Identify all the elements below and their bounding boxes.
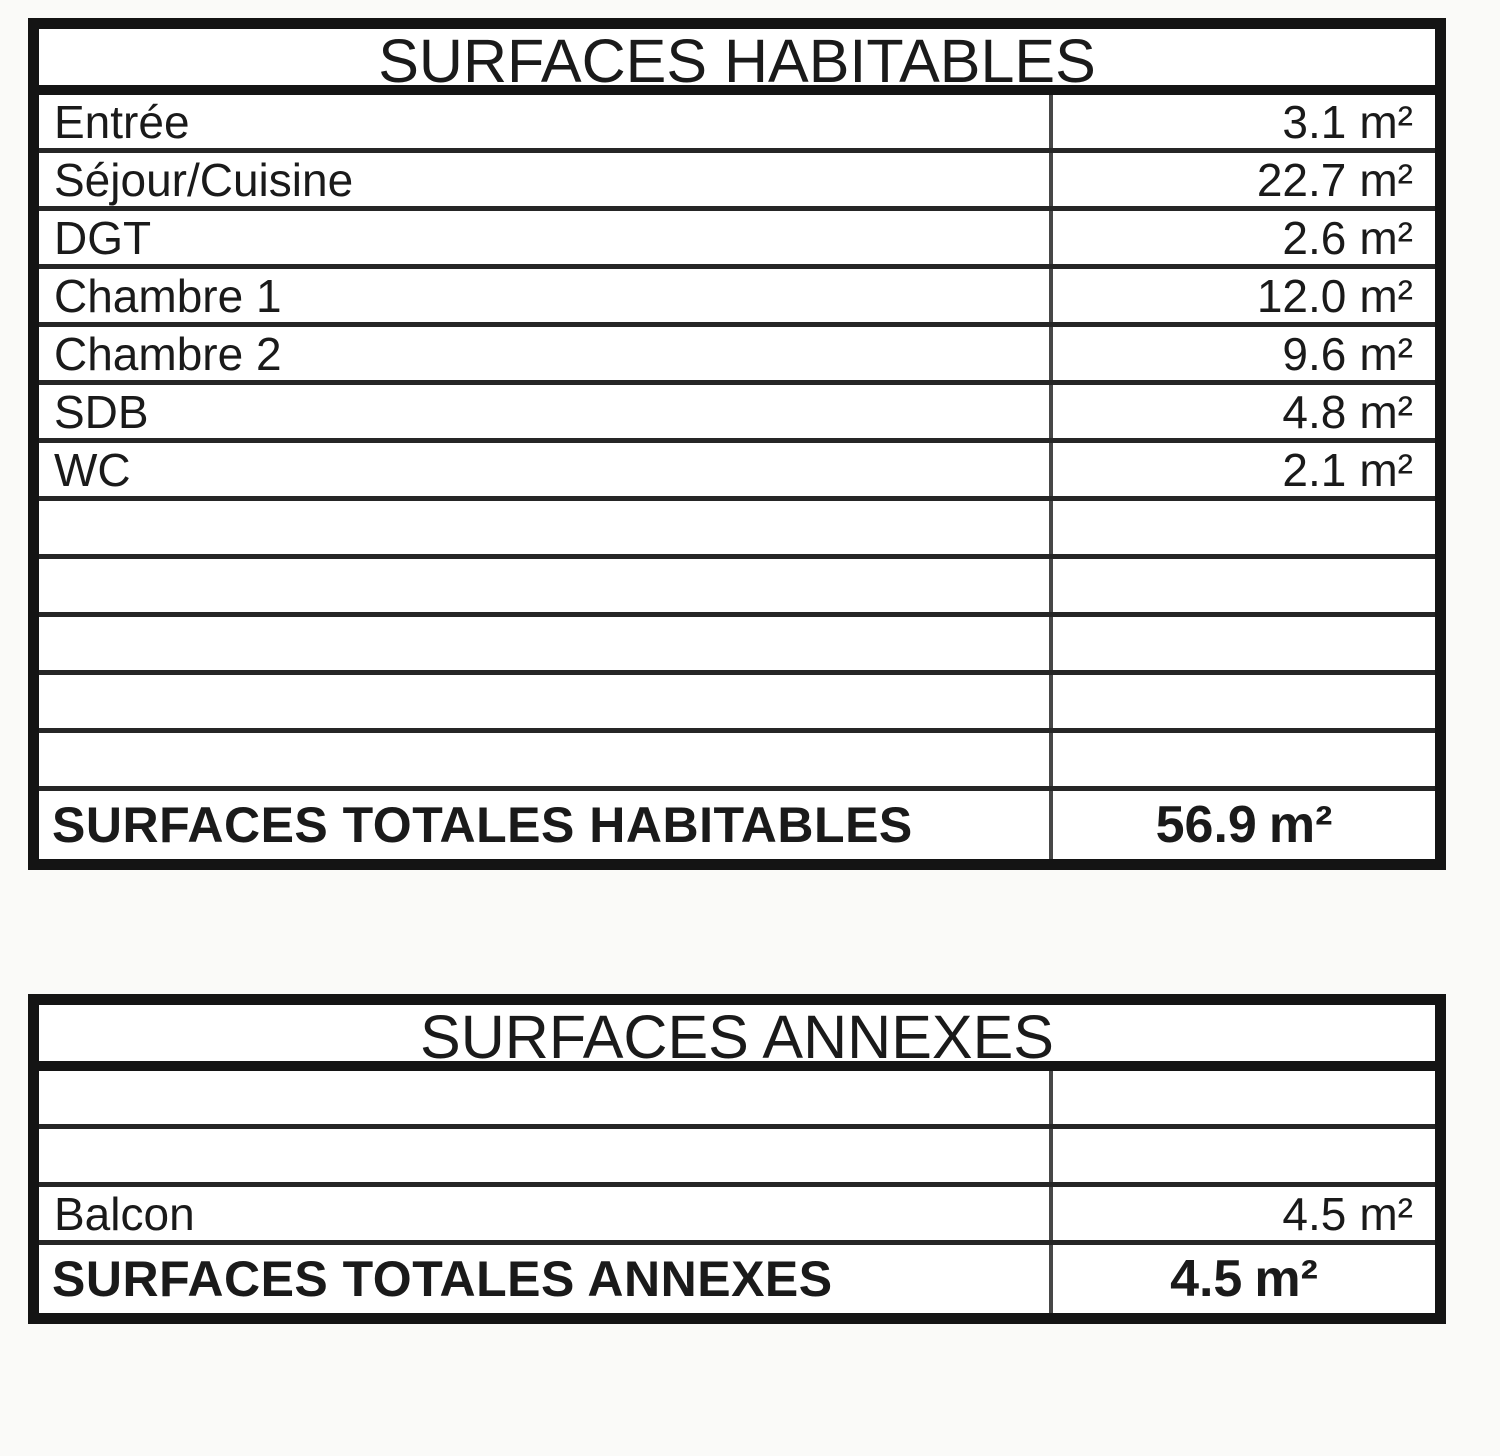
habitables-total-row <box>39 791 1435 859</box>
area-value: 12.0 <box>1256 269 1347 322</box>
table-row <box>39 1187 1435 1245</box>
unit-label: m² <box>1359 1187 1413 1240</box>
room-label: DGT <box>54 211 152 264</box>
unit-label: m² <box>1359 95 1413 148</box>
area-value-cell <box>1049 385 1435 438</box>
annexes-table-title: SURFACES ANNEXES <box>39 1005 1435 1071</box>
room-label <box>39 559 1049 612</box>
room-label: Séjour/Cuisine <box>54 153 354 206</box>
table-row <box>39 211 1435 269</box>
annexes-rows <box>39 1071 1435 1245</box>
unit-label: m² <box>1359 443 1413 496</box>
unit-label: m² <box>1254 1250 1318 1308</box>
surfaces-annexes-table <box>28 994 1446 1324</box>
unit-label: m² <box>1359 327 1413 380</box>
annexes-total-value-cell <box>1049 1245 1435 1313</box>
table-row <box>39 443 1435 501</box>
area-value-cell <box>1049 443 1435 496</box>
annexes-total-label: SURFACES TOTALES ANNEXES <box>52 1251 833 1307</box>
room-label <box>39 501 1049 554</box>
room-label <box>39 617 1049 670</box>
area-value-cell <box>1049 733 1435 786</box>
table-row <box>39 675 1435 733</box>
area-value: 4.8 <box>1282 385 1347 438</box>
habitables-rows <box>39 95 1435 791</box>
table-row <box>39 327 1435 385</box>
area-value-cell <box>1049 211 1435 264</box>
room-label <box>39 675 1049 728</box>
room-label <box>39 733 1049 786</box>
area-value: 22.7 <box>1256 153 1347 206</box>
table-row <box>39 501 1435 559</box>
table-row <box>39 385 1435 443</box>
table-row <box>39 617 1435 675</box>
area-value-cell <box>1049 617 1435 670</box>
area-value: 9.6 <box>1282 327 1347 380</box>
area-value-cell <box>1049 153 1435 206</box>
area-value-cell <box>1049 327 1435 380</box>
area-value-cell <box>1049 559 1435 612</box>
annexes-total-row <box>39 1245 1435 1313</box>
room-label: Chambre 2 <box>54 327 282 380</box>
table-row <box>39 95 1435 153</box>
unit-label: m² <box>1359 153 1413 206</box>
habitables-total-value-cell <box>1049 791 1435 859</box>
table-row <box>39 1129 1435 1187</box>
annexes-total-value: 4.5 <box>1170 1250 1243 1308</box>
unit-label: m² <box>1268 796 1333 854</box>
room-label: Balcon <box>54 1187 195 1240</box>
habitables-total-value: 56.9 <box>1155 796 1257 854</box>
area-value: 2.1 <box>1282 443 1347 496</box>
unit-label: m² <box>1359 385 1413 438</box>
area-value-cell <box>1049 1129 1435 1182</box>
surfaces-habitables-table <box>28 18 1446 870</box>
area-value-cell <box>1049 95 1435 148</box>
room-label: WC <box>54 443 131 496</box>
area-value: 2.6 <box>1282 211 1347 264</box>
area-value: 3.1 <box>1282 95 1347 148</box>
habitables-total-label: SURFACES TOTALES HABITABLES <box>52 797 913 853</box>
area-value-cell <box>1049 1187 1435 1240</box>
room-label <box>39 1129 1049 1182</box>
habitables-table-title: SURFACES HABITABLES <box>39 29 1435 95</box>
unit-label: m² <box>1359 211 1413 264</box>
room-label: Chambre 1 <box>54 269 282 322</box>
area-value-cell <box>1049 269 1435 322</box>
table-row <box>39 559 1435 617</box>
table-row <box>39 153 1435 211</box>
room-label: Entrée <box>54 95 190 148</box>
room-label <box>39 1071 1049 1124</box>
area-value: 4.5 <box>1282 1187 1347 1240</box>
area-value-cell <box>1049 501 1435 554</box>
area-value-cell <box>1049 1071 1435 1124</box>
table-row <box>39 733 1435 791</box>
unit-label: m² <box>1359 269 1413 322</box>
table-row <box>39 269 1435 327</box>
room-label: SDB <box>54 385 149 438</box>
table-row <box>39 1071 1435 1129</box>
area-value-cell <box>1049 675 1435 728</box>
